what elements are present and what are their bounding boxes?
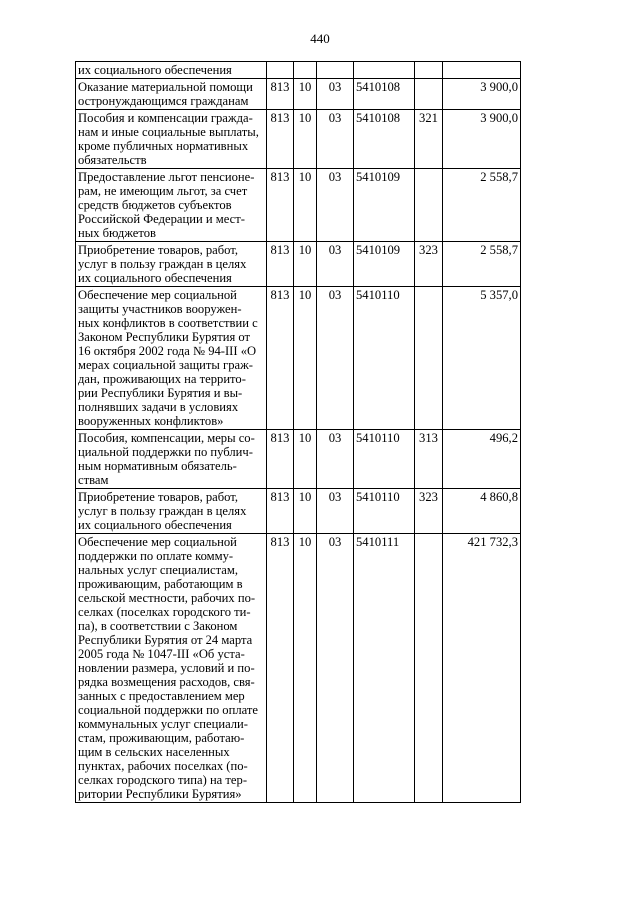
subsection-code-cell: 03 — [317, 287, 354, 430]
item-name-line: нам и иные социальные выплаты, — [78, 125, 259, 139]
item-name-cell — [76, 287, 267, 430]
item-name-line: дан, проживающих на террито- — [78, 372, 246, 386]
subsection-code-cell: 03 — [317, 242, 354, 287]
amount-cell: 3 900,0 — [443, 110, 521, 169]
item-name-line: циальной поддержки по публич- — [78, 445, 253, 459]
item-name-cell — [76, 62, 267, 79]
expense-type-code-cell — [415, 79, 443, 110]
item-name-line: обязательств — [78, 153, 147, 167]
section-code-cell: 10 — [294, 534, 317, 803]
subsection-code-cell — [317, 62, 354, 79]
item-name-line: их социального обеспечения — [78, 518, 232, 532]
table-row — [76, 169, 521, 242]
amount-cell: 421 732,3 — [443, 534, 521, 803]
item-name-line: рам, не имеющим льгот, за счет — [78, 184, 248, 198]
item-name-line: социальной поддержки по оплате — [78, 703, 258, 717]
department-code-cell: 813 — [267, 242, 294, 287]
item-name-line: Пособия и компенсации гражда- — [78, 111, 253, 125]
subsection-code-cell: 03 — [317, 489, 354, 534]
item-name-line: проживающим, работающим в — [78, 577, 243, 591]
subsection-code-cell: 03 — [317, 79, 354, 110]
department-code-cell — [267, 62, 294, 79]
item-name-cell — [76, 242, 267, 287]
page-number: 440 — [310, 31, 330, 46]
expense-type-code-cell — [415, 169, 443, 242]
section-code-cell: 10 — [294, 287, 317, 430]
table-row — [76, 534, 521, 803]
item-name-line: коммунальных услуг специали- — [78, 717, 248, 731]
department-code-cell: 813 — [267, 110, 294, 169]
target-item-code-cell — [354, 62, 415, 79]
department-code-cell: 813 — [267, 489, 294, 534]
item-name-line: кроме публичных нормативных — [78, 139, 249, 153]
item-name-line: Оказание материальной помощи — [78, 80, 253, 94]
department-code-cell: 813 — [267, 287, 294, 430]
item-name-line: рии Республики Бурятия и вы- — [78, 386, 243, 400]
section-code-cell: 10 — [294, 242, 317, 287]
item-name-line: рядка возмещения расходов, свя- — [78, 675, 255, 689]
item-name-cell — [76, 169, 267, 242]
item-name-line: вооруженных конфликтов» — [78, 414, 224, 428]
amount-cell: 5 357,0 — [443, 287, 521, 430]
department-code-cell: 813 — [267, 79, 294, 110]
item-name-line: Предоставление льгот пенсионе- — [78, 170, 255, 184]
item-name-line: пунктах, рабочих поселках (по- — [78, 759, 248, 773]
table-row — [76, 79, 521, 110]
item-name-line: сельской местности, рабочих по- — [78, 591, 256, 605]
item-name-line: занных с предоставлением мер — [78, 689, 245, 703]
subsection-code-cell: 03 — [317, 430, 354, 489]
item-name-line: остронуждающимся гражданам — [78, 94, 249, 108]
item-name-line: па), в соответствии с Законом — [78, 619, 238, 633]
table-row — [76, 110, 521, 169]
department-code-cell: 813 — [267, 534, 294, 803]
item-name-line: Пособия, компенсации, меры со- — [78, 431, 255, 445]
item-name-cell — [76, 534, 267, 803]
item-name-cell — [76, 110, 267, 169]
subsection-code-cell: 03 — [317, 169, 354, 242]
item-name-line: их социального обеспечения — [78, 63, 232, 77]
item-name-line: ных конфликтов в соответствии с — [78, 316, 258, 330]
department-code-cell: 813 — [267, 430, 294, 489]
target-item-code-cell: 5410110 — [354, 287, 415, 430]
item-name-line: селках городского типа) на тер- — [78, 773, 248, 787]
amount-cell: 496,2 — [443, 430, 521, 489]
target-item-code-cell: 5410109 — [354, 242, 415, 287]
item-name-line: 16 октября 2002 года № 94-III «О — [78, 344, 257, 358]
item-name-line: ных бюджетов — [78, 226, 156, 240]
table-row — [76, 62, 521, 79]
section-code-cell — [294, 62, 317, 79]
target-item-code-cell: 5410110 — [354, 430, 415, 489]
amount-cell: 3 900,0 — [443, 79, 521, 110]
budget-table — [75, 61, 521, 803]
target-item-code-cell: 5410109 — [354, 169, 415, 242]
section-code-cell: 10 — [294, 169, 317, 242]
item-name-line: селках (поселках городского ти- — [78, 605, 251, 619]
target-item-code-cell: 5410110 — [354, 489, 415, 534]
item-name-line: ным нормативным обязатель- — [78, 459, 237, 473]
amount-cell: 2 558,7 — [443, 242, 521, 287]
section-code-cell: 10 — [294, 430, 317, 489]
item-name-line: мерах социальной защиты граж- — [78, 358, 253, 372]
table-row — [76, 489, 521, 534]
expense-type-code-cell — [415, 62, 443, 79]
department-code-cell: 813 — [267, 169, 294, 242]
budget-table-body — [76, 62, 521, 803]
item-name-line: Республики Бурятия от 24 марта — [78, 633, 253, 647]
expense-type-code-cell: 321 — [415, 110, 443, 169]
item-name-line: 2005 года № 1047-III «Об уста- — [78, 647, 245, 661]
item-name-line: Законом Республики Бурятия от — [78, 330, 251, 344]
item-name-line: полнявших задачи в условиях — [78, 400, 239, 414]
expense-type-code-cell: 323 — [415, 489, 443, 534]
item-name-line: Приобретение товаров, работ, — [78, 490, 239, 504]
expense-type-code-cell — [415, 534, 443, 803]
target-item-code-cell: 5410108 — [354, 110, 415, 169]
amount-cell: 4 860,8 — [443, 489, 521, 534]
item-name-line: стам, проживающим, работаю- — [78, 731, 245, 745]
amount-cell: 2 558,7 — [443, 169, 521, 242]
item-name-line: поддержки по оплате комму- — [78, 549, 234, 563]
subsection-code-cell: 03 — [317, 534, 354, 803]
section-code-cell: 10 — [294, 489, 317, 534]
item-name-line: средств бюджетов субъектов — [78, 198, 232, 212]
subsection-code-cell: 03 — [317, 110, 354, 169]
item-name-line: ствам — [78, 473, 109, 487]
item-name-line: услуг в пользу граждан в целях — [78, 504, 247, 518]
target-item-code-cell: 5410108 — [354, 79, 415, 110]
section-code-cell: 10 — [294, 110, 317, 169]
item-name-cell — [76, 430, 267, 489]
expense-type-code-cell — [415, 287, 443, 430]
item-name-line: их социального обеспечения — [78, 271, 232, 285]
item-name-line: услуг в пользу граждан в целях — [78, 257, 247, 271]
item-name-line: щим в сельских населенных — [78, 745, 230, 759]
amount-cell — [443, 62, 521, 79]
table-row — [76, 430, 521, 489]
table-row — [76, 242, 521, 287]
item-name-line: новлении размера, условий и по- — [78, 661, 255, 675]
expense-type-code-cell: 323 — [415, 242, 443, 287]
item-name-line: Обеспечение мер социальной — [78, 535, 237, 549]
item-name-line: нальных услуг специалистам, — [78, 563, 238, 577]
item-name-line: защиты участников вооружен- — [78, 302, 242, 316]
table-row — [76, 287, 521, 430]
item-name-line: Российской Федерации и мест- — [78, 212, 245, 226]
item-name-line: Обеспечение мер социальной — [78, 288, 237, 302]
item-name-line: ритории Республики Бурятия» — [78, 787, 242, 801]
item-name-line: Приобретение товаров, работ, — [78, 243, 239, 257]
target-item-code-cell: 5410111 — [354, 534, 415, 803]
item-name-cell — [76, 79, 267, 110]
item-name-cell — [76, 489, 267, 534]
section-code-cell: 10 — [294, 79, 317, 110]
expense-type-code-cell: 313 — [415, 430, 443, 489]
